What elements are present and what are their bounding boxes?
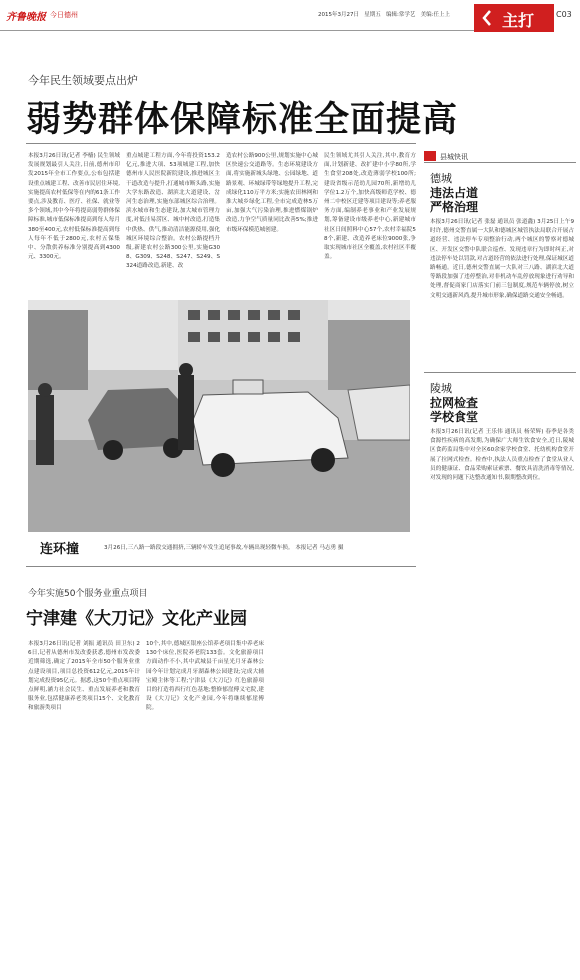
lead-headline xyxy=(26,92,458,142)
lead-column-4 xyxy=(324,152,416,262)
page-number-text: C03 xyxy=(556,10,572,19)
article2-headline-text: 宁津建《大刀记》文化产业园 xyxy=(26,609,247,629)
photo-credit: 本报记者 马志勇 摄 xyxy=(295,545,344,551)
header-meta xyxy=(318,10,450,18)
issue-weekday: 星期五 xyxy=(364,12,381,18)
lead-kicker-text: 今年民生领域要点出炉 xyxy=(28,74,138,87)
section-label: 今日德州 xyxy=(50,11,78,19)
sidebar-item1-title-line1: 违法占道 xyxy=(430,186,479,200)
sidebar-rule-mid xyxy=(424,372,576,373)
page-tab xyxy=(474,4,554,32)
photo-caption xyxy=(104,543,414,551)
photo-caption-title xyxy=(40,538,79,557)
lead-col1-text: 本报3月26日讯(记者 李樯) 民生领域发展规划最引人关注,日前,德州市印发2015年全市工作要点,公布包括建设重点城建工程、改善市民居住环境,实施提高农村低保等在内的61条工作要点,涉及教育、医疗、社保、就业等多个领域,其中今年将提高弱势群体保障标准,城市低保标准提高到每人每月380至400元,农村低保标准提高到每人每年不低于2800元,农村五保集中、分散供养标准分别提高到4300元、3300元。 xyxy=(28,153,120,261)
lead-rule xyxy=(26,143,416,144)
header-rule xyxy=(0,30,474,31)
sidebar-item2-title-line2: 学校食堂 xyxy=(430,410,479,424)
editor-name: 编辑:常学艺 xyxy=(386,12,416,18)
sidebar-item2-place-text: 陵城 xyxy=(430,382,452,395)
article2-kicker xyxy=(28,586,147,599)
page-tab-label: 主打 xyxy=(502,11,535,30)
sidebar-arrow-icon xyxy=(424,151,436,161)
lead-col3-text: 造农村公路900公里,规划实施中心城区快速公交道路等。生态环境建设方面,将实施新城头绿地、公园绿地、道路景观、环城绿带等绿地提升工程,完成绿化110万平方米;实施农田林网和淮大城乡绿化工程,全市完成造林5万亩,加强大气污染治理,推进燃煤锅炉改造,力争空气质量同比改善5%;推进市级环保模范城创建。 xyxy=(226,153,318,233)
sidebar-item2-body xyxy=(430,428,574,483)
lead-col4-text: 民生领域尤其引人关注,其中,教育方面,计划新建、改扩建中小学80所,学生食堂208处,改造薄弱学校100所;建设省级示范幼儿园70所,新增幼儿学位1.2万个,加快高级师范学校、德州二中校区迁建等项目建设等;养老服务方面,编制养老事业和产业发展规划,筹备建设市级养老中心,新建城市社区日间照料中心57个,农村幸福院58个,新建、改造养老床位9000张,争取实现城市社区全覆盖,农村社区半覆盖。 xyxy=(324,153,416,261)
lead-column-1 xyxy=(28,152,120,262)
lead-kicker xyxy=(28,72,138,88)
photo-caption-title-text: 连环撞 xyxy=(40,542,80,557)
lead-column-3 xyxy=(226,152,318,235)
article2-column-2 xyxy=(146,640,264,714)
sidebar-item1-place xyxy=(430,170,452,186)
article2-col1-text: 本报3月26日讯(记者 刘振 通讯员 田卫东) 26日,记者从德州市发改委获悉,德州市发改委近期筛选,确定了2015年全市50个服务业重点建设项目,项目总投资612亿元,2015年计划完成投资95亿元。据悉,这50个重点项目特点鲜明,涵力社会民生、重点发展养老和教育服务业,包括健康养老类项目15个、文化教育和旅游类项目 xyxy=(28,641,140,712)
sidebar-item1-place-text: 德城 xyxy=(430,172,452,185)
sidebar-item2-place xyxy=(430,380,452,396)
article2-headline xyxy=(26,604,247,629)
sidebar-item2-body-text: 本报3月26日讯(记者 王乐伟 通讯员 杨荣辉) 春季是各类食源性疾病的高发期,为确保广大师生饮食安全,近日,陵城区食药监局集中对全区60余家学校食堂、托幼机构食堂开展了拉网式检查。检查中,执法人员重点检查了食堂从业人员的健康证、食品采购索证索票、餐饮具清洗消毒等情况,对发现的问题下达整改通知书,限期整改到位。 xyxy=(430,429,574,482)
designer-name: 美编:任上上 xyxy=(420,12,450,18)
page-number xyxy=(556,10,572,19)
lead-column-2 xyxy=(126,152,220,272)
sidebar-item1-title-line2: 严格治理 xyxy=(430,200,479,214)
photo-rule xyxy=(26,566,416,567)
sidebar-label-text: 县城快讯 xyxy=(440,153,468,161)
page-tab-icon xyxy=(482,10,492,26)
sidebar-item2-title-line1: 拉网检查 xyxy=(430,396,479,410)
photo-illustration xyxy=(28,300,410,532)
sidebar-item1-body xyxy=(430,218,574,301)
photo-caption-text: 3月26日,三八路一路段交通拥挤,三辆轿车发生追尾事故,车辆出现轻微车损。 xyxy=(104,545,294,551)
masthead-logo xyxy=(6,8,46,22)
article2-column-1 xyxy=(28,640,140,714)
sidebar-item2-title xyxy=(430,396,478,424)
lead-col2-text: 重点城建工程方面,今年将投资153.2亿元,推进大项、53项城建工程,加快德州市人民医院新院建设,推进城区主干道改造与提升,打通城市断头路,实施大学东路改造、湖滨北大道建设、岔河生态治理,实施东部城区综合治理。滨水城市和生态建设,加大城市管理力度,对低洼易涝区、城中村改造,打造集中供热、供气,推动清洁能源使用,强化城区环境综合整治。农村公路提档升级,新建农村公路300公里,实施G308、G309、S248、S247、S249、S324道路改造,新建、改 xyxy=(126,153,220,270)
article2-kicker-text: 今年实施50个服务业重点项目 xyxy=(28,589,148,599)
issue-date: 2015年3月27日 xyxy=(318,12,359,18)
brand-name: 齐鲁晚报 xyxy=(6,12,46,23)
sidebar-label xyxy=(440,152,468,162)
article2-col2-text: 10个,其中,德城区银座公馆养老项目集中养老床130个床位,医院养老院133套。文化旅游项目方面动作不小,其中武城县千亩星光月牙森林公园今年计划完成月牙湖森林公园建设;完成大辅宝殿主体等工程;宁津县《大刀记》红色旅游项目的打造将西行红色基地;整修郁崖傅义宅院,建设《大刀记》文化产业园,今年将继续郁崖傅院。 xyxy=(146,641,264,712)
sidebar-item1-title xyxy=(430,186,478,214)
lead-headline-text: 弱势群体保障标准全面提高 xyxy=(26,100,459,140)
news-photo xyxy=(28,300,410,532)
sidebar-item1-body-text: 本报3月26日讯(记者 张磊 通讯员 张道鑫) 3月25日上午9时许,德州交警直属一大队和德城区城管执法局联合开展占道经营、违法停车专项整治行动,两个城区的警察对德城区、开发区交警中队联合巡查、发现违章行为即时纠正,对违法停车处以罚款,对占道经营的依法进行处理,保证城区道路畅通。近日,德州交警直属一大队对三八路、湖滨北大道等路段加强了违停整治,对非机动车乱停放现象进行劝导和处理,督促商家门店落实门前三包制度,规范车辆停放,树立文明交通新风尚,提升城市形象,确保道路交通安全畅通。 xyxy=(430,219,574,299)
section-name xyxy=(50,10,78,20)
sidebar-rule-top xyxy=(424,162,576,163)
